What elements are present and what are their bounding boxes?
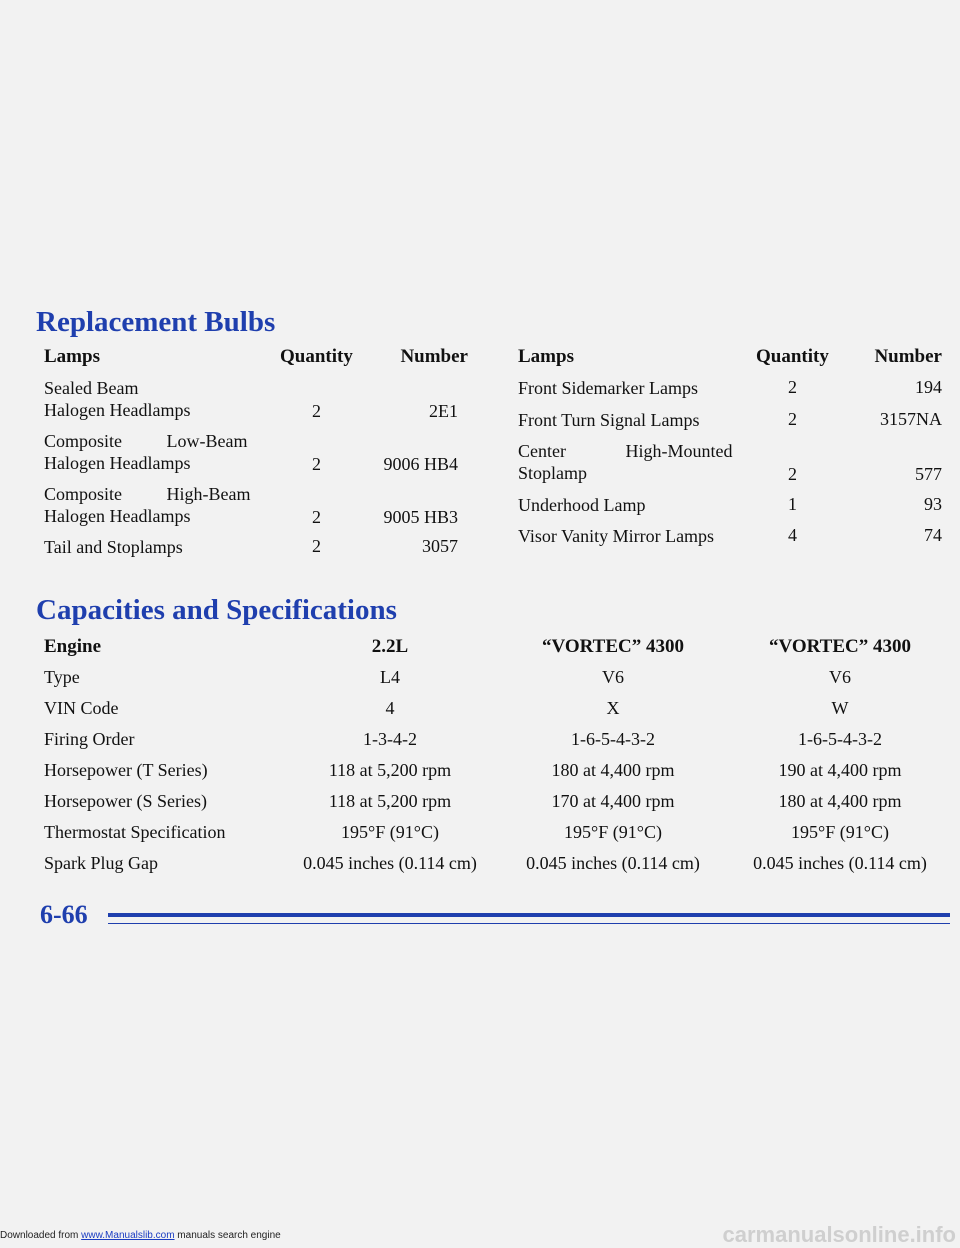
bulb-quantity: 2	[788, 464, 797, 484]
watermark: carmanualsonline.info	[722, 1222, 956, 1247]
bulbs-left-header-number: Number	[400, 346, 468, 367]
spec-row-label: Horsepower (S Series)	[44, 791, 207, 811]
bulb-name-line1: Front Turn Signal Lamps	[518, 410, 700, 430]
spec-header-engine: 2.2L	[371, 636, 409, 657]
footer-rule	[108, 913, 950, 917]
spec-cell: 170 at 4,400 rpm	[551, 791, 675, 811]
spec-row-label: Horsepower (T Series)	[44, 760, 208, 780]
footer-prefix: Downloaded from	[0, 1230, 82, 1241]
manualslib-link[interactable]: www.Manualslib.com	[81, 1230, 175, 1241]
bulb-quantity: 4	[788, 525, 797, 545]
spec-row-label: Firing Order	[44, 729, 135, 749]
bulb-quantity: 2	[788, 409, 797, 429]
bulb-name-line1: Composite Low-Beam	[44, 431, 248, 451]
bulb-number: 74	[924, 525, 942, 545]
spec-cell: 1-3-4-2	[363, 729, 417, 749]
spec-cell: L4	[380, 667, 400, 687]
bulb-number: 194	[915, 377, 942, 397]
bulbs-left-header-quantity: Quantity	[280, 346, 353, 367]
spec-cell: 0.045 inches (0.114 cm)	[526, 853, 700, 873]
spec-cell: 118 at 5,200 rpm	[328, 760, 452, 780]
bulb-number: 3057	[422, 536, 458, 556]
bulb-name-line1: Front Sidemarker Lamps	[518, 378, 698, 398]
bulb-number: 577	[915, 464, 942, 484]
spec-header-engine: “VORTEC” 4300	[542, 636, 684, 657]
spec-row-label: Spark Plug Gap	[44, 853, 158, 873]
bulb-name-line1: Sealed Beam	[44, 378, 139, 398]
spec-cell: 190 at 4,400 rpm	[778, 760, 902, 780]
bulb-quantity: 2	[312, 536, 321, 556]
spec-cell: V6	[602, 667, 624, 687]
bulb-name-line2: Halogen Headlamps	[44, 453, 191, 473]
spec-cell: X	[606, 698, 620, 718]
bulb-name-line1: Center High-Mounted	[518, 441, 733, 461]
bulbs-right-header-number: Number	[874, 346, 942, 367]
footer-suffix: manuals search engine	[174, 1230, 281, 1241]
spec-cell: 180 at 4,400 rpm	[551, 760, 675, 780]
bulb-number: 93	[924, 494, 942, 514]
bulb-number: 9006 HB4	[383, 454, 458, 474]
bulb-name-line1: Underhood Lamp	[518, 495, 646, 515]
footer-rule-thin	[108, 923, 950, 924]
spec-header-engine: “VORTEC” 4300	[769, 636, 911, 657]
bulb-quantity: 1	[788, 494, 797, 514]
spec-row-label: Thermostat Specification	[44, 822, 226, 842]
bulb-number: 3157NA	[880, 409, 942, 429]
spec-header-label: Engine	[44, 636, 102, 657]
bulb-quantity: 2	[312, 401, 321, 421]
bulb-name-line1: Tail and Stoplamps	[44, 537, 183, 557]
spec-cell: 1-6-5-4-3-2	[798, 729, 882, 749]
bulb-name-line1: Composite High-Beam	[44, 484, 251, 504]
spec-cell: 0.045 inches (0.114 cm)	[303, 853, 477, 873]
bulbs-right-header-lamps: Lamps	[518, 346, 574, 367]
bulb-name-line2: Halogen Headlamps	[44, 400, 191, 420]
bulb-number: 9005 HB3	[383, 507, 458, 527]
bulbs-right-header-quantity: Quantity	[756, 346, 829, 367]
spec-cell: 195°F (91°C)	[341, 822, 439, 842]
bulb-name-line1: Visor Vanity Mirror Lamps	[518, 526, 715, 546]
spec-cell: 195°F (91°C)	[791, 822, 889, 842]
bulb-quantity: 2	[312, 454, 321, 474]
spec-cell: V6	[829, 667, 851, 687]
spec-cell: 4	[385, 698, 395, 718]
bulb-name-line2: Halogen Headlamps	[44, 506, 191, 526]
download-footer	[0, 1230, 281, 1241]
replacement-bulbs-title: Replacement Bulbs	[36, 306, 276, 338]
bulb-name-line2: Stoplamp	[518, 463, 588, 483]
page-number: 6-66	[40, 900, 88, 929]
bulb-quantity: 2	[788, 377, 797, 397]
spec-cell: 1-6-5-4-3-2	[571, 729, 655, 749]
capacities-title: Capacities and Specifications	[36, 594, 397, 626]
spec-cell: W	[831, 698, 849, 718]
spec-row-label: VIN Code	[44, 698, 119, 718]
bulbs-left-header-lamps: Lamps	[44, 346, 100, 367]
bulb-quantity: 2	[312, 507, 321, 527]
spec-cell: 118 at 5,200 rpm	[328, 791, 452, 811]
spec-cell: 0.045 inches (0.114 cm)	[753, 853, 927, 873]
spec-cell: 180 at 4,400 rpm	[778, 791, 902, 811]
bulb-number: 2E1	[429, 401, 458, 421]
spec-cell: 195°F (91°C)	[564, 822, 662, 842]
spec-row-label: Type	[44, 667, 80, 687]
